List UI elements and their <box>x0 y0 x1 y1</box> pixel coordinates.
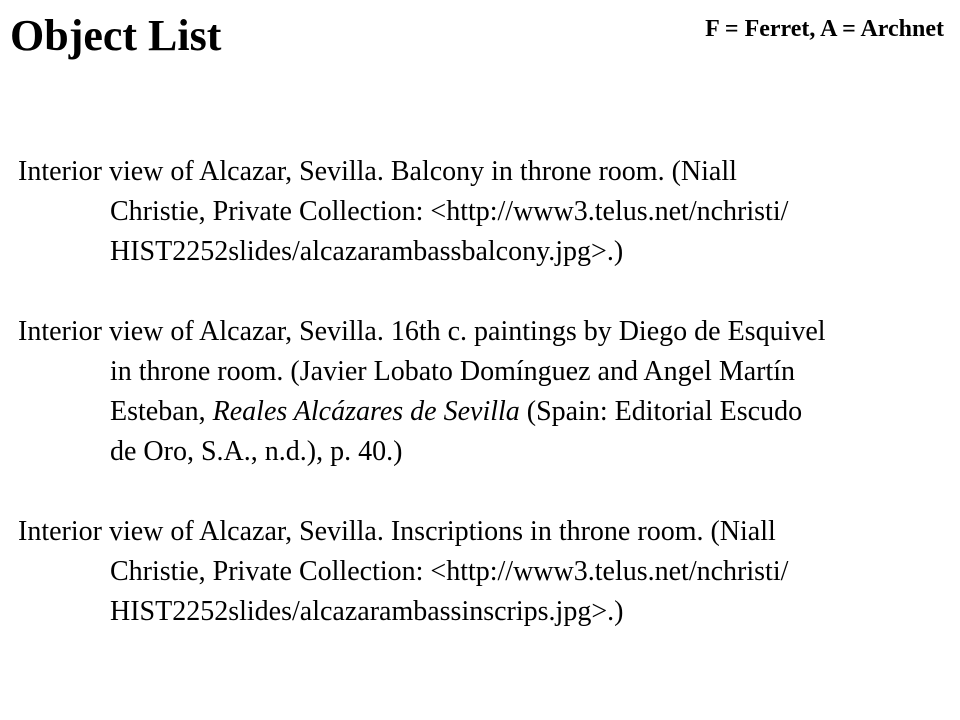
entry-line: Interior view of Alcazar, Sevilla. Balcony in throne room. (Niall <box>18 156 737 187</box>
entry-line: Christie, Private Collection: <http://www3.telus.net/nchristi/ <box>110 556 789 587</box>
source-legend: F = Ferret, A = Archnet <box>705 16 944 42</box>
list-item <box>18 152 948 272</box>
book-title: Reales Alcázares de Sevilla <box>212 396 520 427</box>
object-list <box>18 152 948 672</box>
entry-line: in throne room. (Javier Lobato Domínguez and Angel Martín <box>110 356 796 387</box>
entry-line <box>18 392 948 432</box>
entry-line: Interior view of Alcazar, Sevilla. 16th c. paintings by Diego de Esquivel <box>18 316 826 347</box>
entry-line: Interior view of Alcazar, Sevilla. Inscriptions in throne room. (Niall <box>18 516 776 547</box>
entry-text: Esteban, <box>110 396 213 427</box>
entry-line: Christie, Private Collection: <http://www3.telus.net/nchristi/ <box>110 196 789 227</box>
list-item <box>18 512 948 632</box>
page-title: Object List <box>10 11 222 60</box>
entry-line: HIST2252slides/alcazarambassinscrips.jpg>.) <box>110 596 624 627</box>
entry-line: HIST2252slides/alcazarambassbalcony.jpg>.) <box>110 236 624 267</box>
entry-text: (Spain: Editorial Escudo <box>519 396 803 427</box>
entry-line: de Oro, S.A., n.d.), p. 40.) <box>110 436 403 467</box>
list-item <box>18 312 948 472</box>
